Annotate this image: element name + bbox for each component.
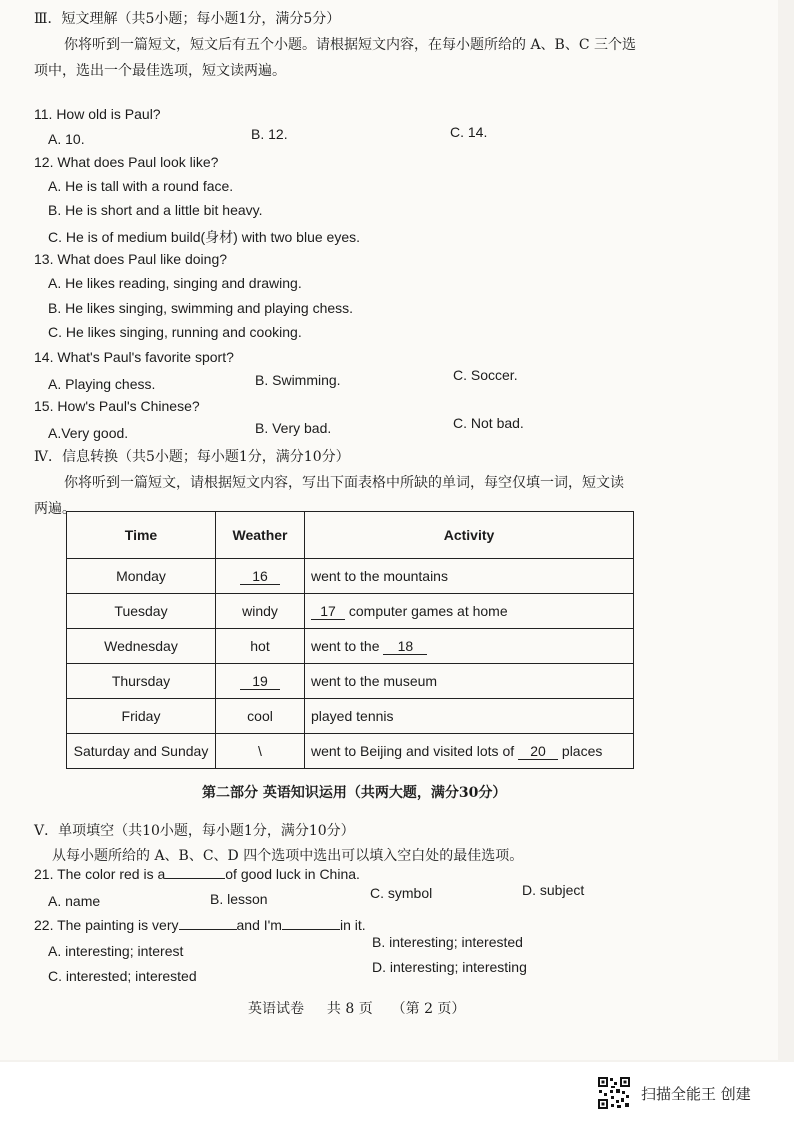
- cell-weather: hot: [216, 629, 305, 664]
- q22-option-c: C. interested; interested: [48, 968, 197, 984]
- section5-heading: Ⅴ．单项填空（共10小题，每小题1分，满分10分）: [34, 823, 355, 839]
- cell-time: Friday: [67, 699, 216, 734]
- q14-option-a: A. Playing chess.: [48, 376, 156, 392]
- cell-time: Saturday and Sunday: [67, 734, 216, 769]
- footer: [248, 998, 465, 1018]
- table-row: [67, 734, 634, 769]
- q11-stem: 11. How old is Paul?: [34, 106, 161, 122]
- footer-title: 英语试卷: [248, 1001, 304, 1017]
- q21-stem: [34, 866, 360, 882]
- q14-option-c: C. Soccer.: [453, 367, 518, 383]
- q21-option-d: D. subject: [522, 882, 585, 898]
- q22-stem-end: in it.: [339, 917, 366, 933]
- q21-stem-start: 21. The color red is a: [34, 866, 166, 882]
- table-row: [67, 699, 634, 734]
- cell-activity: [305, 734, 634, 769]
- q12-stem: 12. What does Paul look like?: [34, 154, 219, 170]
- activity-text: computer games at home: [348, 602, 508, 619]
- footer-total: 共 8 页: [326, 1001, 373, 1017]
- cell-time: Thursday: [67, 664, 216, 699]
- q22-stem-mid: and I'm: [236, 917, 282, 933]
- q22-blank-1[interactable]: [179, 929, 237, 930]
- q13-option-b: B. He likes singing, swimming and playing chess.: [48, 300, 354, 316]
- table-row: [67, 664, 634, 699]
- q13-option-c: C. He likes singing, running and cooking.: [48, 324, 302, 340]
- q22-option-b: B. interesting; interested: [372, 934, 523, 950]
- table-header-row: [67, 512, 634, 559]
- table-row: [67, 559, 634, 594]
- header-weather: Weather: [216, 512, 305, 559]
- q12-option-a: A. He is tall with a round face.: [48, 178, 234, 194]
- q21-option-c: C. symbol: [370, 885, 433, 901]
- activity-text: went to the: [311, 637, 380, 654]
- blank-19[interactable]: 19: [240, 673, 280, 690]
- weather-activity-table: [66, 511, 634, 769]
- cell-weather: [216, 559, 305, 594]
- q21-option-b: B. lesson: [210, 891, 268, 907]
- activity-text: places: [561, 742, 603, 759]
- q21-stem-end: of good luck in China.: [225, 866, 360, 882]
- q11-option-c: C. 14.: [450, 124, 488, 140]
- section4-instruction-1: 你将听到一篇短文，请根据短文内容，写出下面表格中所缺的单词，每空仅填一词，短文读: [64, 475, 624, 491]
- q15-option-c: C. Not bad.: [453, 415, 524, 431]
- cell-activity: [305, 629, 634, 664]
- q15-stem: 15. How's Paul's Chinese?: [34, 398, 200, 414]
- cell-weather: windy: [216, 594, 305, 629]
- watermark-text: 扫描全能王 创建: [641, 1085, 751, 1103]
- q11-option-a: A. 10.: [48, 131, 85, 147]
- section3-heading: Ⅲ．短文理解（共5小题；每小题1分，满分5分）: [34, 11, 341, 27]
- blank-20[interactable]: 20: [518, 743, 558, 760]
- q15-option-b: B. Very bad.: [255, 420, 332, 436]
- table-row: [67, 629, 634, 664]
- footer-page: （第 2 页）: [391, 1001, 466, 1017]
- q11-option-b: B. 12.: [251, 126, 288, 142]
- blank-17[interactable]: 17: [311, 603, 345, 620]
- q12-option-c: C. He is of medium build(身材) with two blue eyes.: [48, 229, 360, 245]
- section3-instruction-1: 你将听到一篇短文，短文后有五个小题。请根据短文内容，在每小题所给的 A、B、C 三个选: [64, 37, 637, 53]
- cell-time: Monday: [67, 559, 216, 594]
- cell-weather: cool: [216, 699, 305, 734]
- activity-text: went to Beijing and visited lots of: [311, 742, 515, 759]
- q13-stem: 13. What does Paul like doing?: [34, 251, 228, 267]
- q22-stem-start: 22. The painting is very: [34, 917, 179, 933]
- q15-option-a: A.Very good.: [48, 425, 129, 441]
- q22-stem: [34, 917, 366, 933]
- q14-stem: 14. What's Paul's favorite sport?: [34, 349, 234, 365]
- cell-weather: \: [216, 734, 305, 769]
- blank-16[interactable]: 16: [240, 568, 280, 585]
- cell-activity: went to the mountains: [305, 559, 634, 594]
- q13-option-a: A. He likes reading, singing and drawing.: [48, 275, 302, 291]
- cell-activity: played tennis: [305, 699, 634, 734]
- q21-option-a: A. name: [48, 893, 101, 909]
- table-row: [67, 594, 634, 629]
- section3-instruction-2: 项中，选出一个最佳选项，短文读两遍。: [34, 63, 286, 79]
- qr-code-icon: [597, 1076, 631, 1110]
- q22-option-d: D. interesting; interesting: [372, 959, 527, 975]
- section5-instruction: 从每小题所给的 A、B、C、D 四个选项中选出可以填入空白处的最佳选项。: [52, 848, 524, 864]
- q22-blank-2[interactable]: [282, 929, 340, 930]
- cell-activity: [305, 594, 634, 629]
- q22-option-a: A. interesting; interest: [48, 943, 184, 959]
- cell-time: Wednesday: [67, 629, 216, 664]
- q14-option-b: B. Swimming.: [255, 372, 341, 388]
- header-activity: Activity: [305, 512, 634, 559]
- part2-heading: 第二部分 英语知识运用（共两大题，满分30分）: [202, 785, 507, 801]
- cell-weather: [216, 664, 305, 699]
- section4-instruction-2: 两遍。: [34, 501, 76, 517]
- section4-heading: Ⅳ．信息转换（共5小题；每小题1分，满分10分）: [34, 449, 350, 465]
- q12-option-b: B. He is short and a little bit heavy.: [48, 202, 263, 218]
- header-time: Time: [67, 512, 216, 559]
- cell-activity: went to the museum: [305, 664, 634, 699]
- cell-time: Tuesday: [67, 594, 216, 629]
- q21-blank[interactable]: [165, 878, 225, 879]
- blank-18[interactable]: 18: [383, 638, 427, 655]
